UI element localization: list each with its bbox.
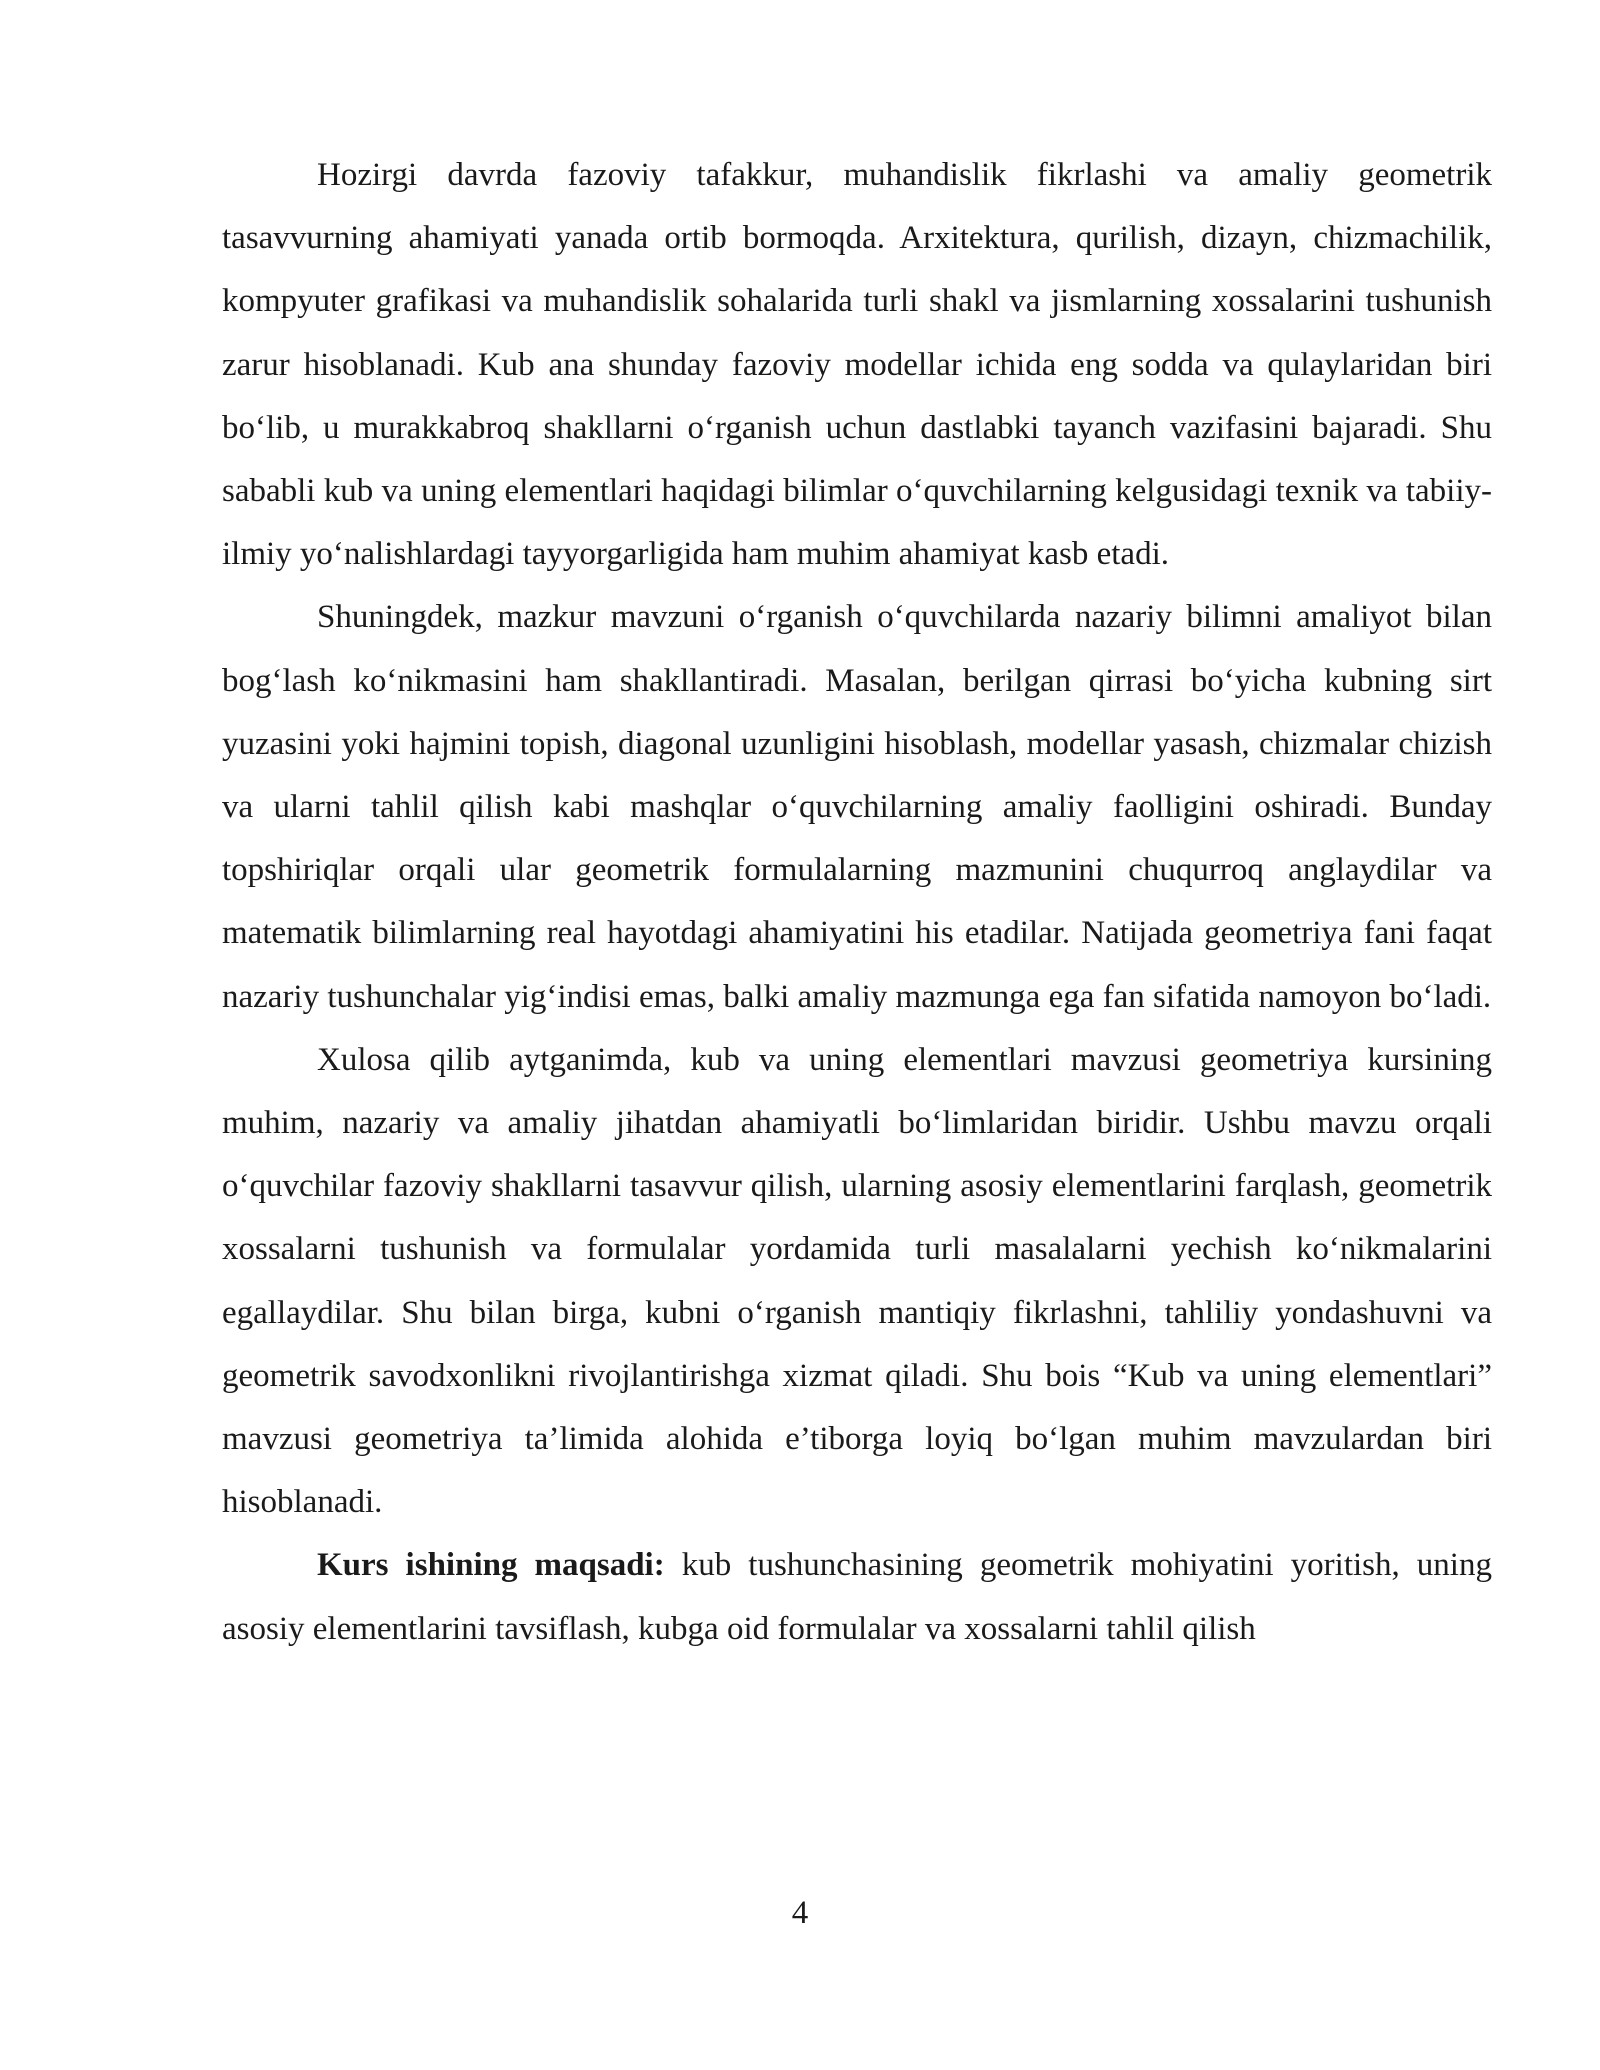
page-number: 4: [791, 1895, 809, 1931]
document-body: [222, 144, 1492, 1661]
paragraph-text: Xulosa qilib aytganimda, kub va uning elementlari mavzusi geometriya kursining muhim, nazariy va amaliy jihatdan ahamiyatli bo‘limlaridan biridir. Ushbu mavzu orqali o‘quvchilar fazoviy shakllarni tasavvur qilish, ularning asosiy elementlarini farqlash, geometrik xossalarni tushunish va formulalar yordamida turli masalalarni yechish ko‘nikmalarini egallaydilar. Shu bilan birga, kubni o‘rganish mantiqiy fikrlashni, tahliliy yondashuvni va geometrik savodxonlikni rivojlantirishga xizmat qiladi. Shu bois “Kub va uning elementlari” mavzusi geometriya ta’limida alohida e’tiborga loyiq bo‘lgan muhim mavzulardan biri hisoblanadi.: [222, 1041, 1492, 1521]
paragraph-modern-spatial-thinking: [222, 144, 1492, 586]
paragraph-course-goal: [222, 1534, 1492, 1660]
course-goal-heading: Kurs ishining maqsadi:: [317, 1547, 665, 1584]
paragraph-text: Hozirgi davrda fazoviy tafakkur, muhandislik fikrlashi va amaliy geometrik tasavvurning ahamiyati yanada ortib bormoqda. Arxitektura, qurilish, dizayn, chizmachilik, kompyuter grafikasi va muhandislik sohalarida turli shakl va jismlarning xossalarini tushunish zarur hisoblanadi. Kub ana shunday fazoviy modellar ichida eng sodda va qulaylaridan biri bo‘lib, u murakkabroq shakllarni o‘rganish uchun dastlabki tayanch vazifasini bajaradi. Shu sababli kub va uning elementlari haqidagi bilimlar o‘quvchilarning kelgusidagi texnik va tabiiy-ilmiy yo‘nalishlardagi tayyorgarligida ham muhim ahamiyat kasb etadi.: [222, 157, 1492, 573]
paragraph-text: kub tushunchasining geometrik mohiyatini yoritish, uning asosiy elementlarini tavsiflash, kubga oid formulalar va xossalarni tahlil qilish: [222, 1547, 1492, 1647]
paragraph-text: Shuningdek, mazkur mavzuni o‘rganish o‘quvchilarda nazariy bilimni amaliyot bilan bog‘lash ko‘nikmasini ham shakllantiradi. Masalan, berilgan qirrasi bo‘yicha kubning sirt yuzasini yoki hajmini topish, diagonal uzunligini hisoblash, modellar yasash, chizmalar chizish va ularni tahlil qilish kabi mashqlar o‘quvchilarning amaliy faolligini oshiradi. Bunday topshiriqlar orqali ular geometrik formulalarning mazmunini chuqurroq anglaydilar va matematik bilimlarning real hayotdagi ahamiyatini his etadilar. Natijada geometriya fani faqat nazariy tushunchalar yig‘indisi emas, balki amaliy mazmunga ega fan sifatida namoyon bo‘ladi.: [222, 599, 1492, 1015]
paragraph-conclusion: [222, 1029, 1492, 1535]
paragraph-theory-practice: [222, 586, 1492, 1028]
